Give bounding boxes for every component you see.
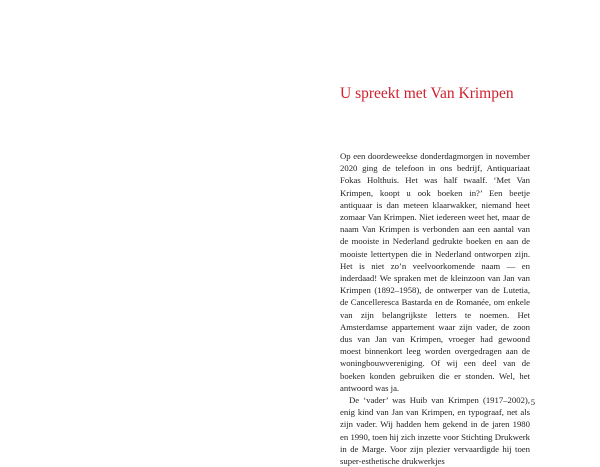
paragraph-2: De ‘vader’ was Huib van Krimpen (1917–2002), enig kind van Jan van Krimpen, en typograaf, net als zijn vader. Wij hadden hem gekend in de jaren 1980 en 1990, toen hij zich inzette voor Stichting Drukwerk in de Marge. Voor zijn plezier vervaardigde hij toen super-esthetische drukwerkjes <box>340 395 530 467</box>
left-page-blank <box>0 0 300 429</box>
chapter-title: U spreekt met Van Krimpen <box>340 85 514 102</box>
paragraph-1: Op een doordeweekse donderdagmorgen in november 2020 ging de telefoon in ons bedrijf, Antiquariaat Fokas Holthuis. Het was half twaalf. ‘Met Van Krimpen, koopt u ook boeken in?’ Een beetje antiquaar is dan meteen klaarwakker, niemand heet zomaar Van Krimpen. Niet iedereen weet het, maar de naam Van Krimpen is verbonden aan een aantal van de mooiste in Nederland gedrukte boeken en aan de mooiste lettertypen die in Nederland ontworpen zijn. Het is niet zo’n veelvoorkomende naam — en inderdaad! We spraken met de kleinzoon van Jan van Krimpen (1892–1958), de ontwerper van de Lutetia, de Cancelleresca Bastarda en de Romanée, om enkele van zijn belangrijkste letters te noemen. Het Amsterdamse appartement waar zijn vader, de zoon dus van Jan van Krimpen, vroeger had gewoond moest binnenkort leeg worden overgedragen aan de woningbouwvereniging. Of wij een deel van de boeken konden gebruiken die er stonden. Wel, het antwoord was ja. <box>340 151 530 393</box>
page-number: 5 <box>530 397 535 407</box>
body-text <box>340 150 530 467</box>
